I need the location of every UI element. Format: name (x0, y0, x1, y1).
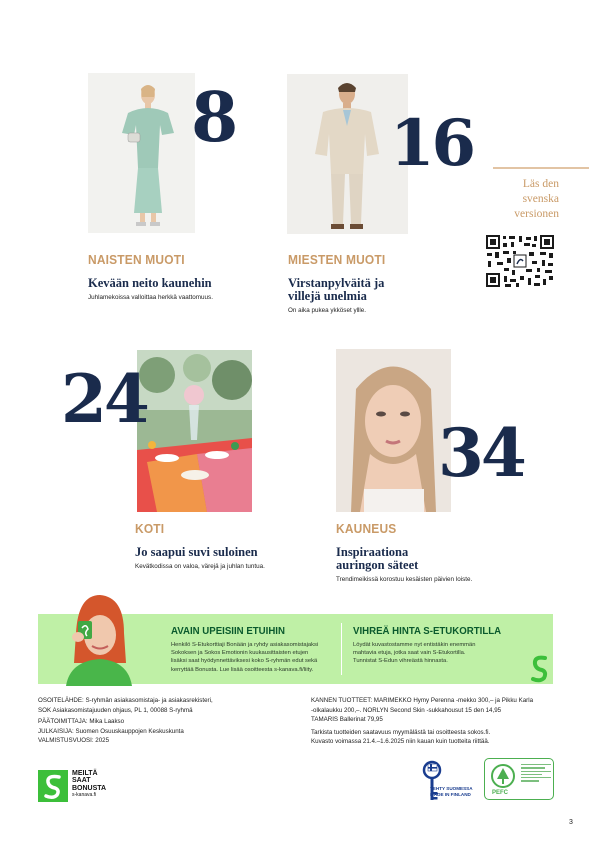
info-line: OSOITELÄHDE: S-ryhmän asiakasomistaja- ja asiakasrekisteri, (38, 697, 213, 704)
banner-right-title: VIHREÄ HINTA S-ETUKORTILLA (353, 625, 502, 637)
headline-line: villejä unelmia (288, 289, 367, 303)
headline-line: Kevään neito kaunehin (88, 276, 212, 290)
pefc-certificate (484, 758, 554, 800)
pefc-small-print (521, 764, 551, 782)
info-line: Tarkista tuotteiden saatavuus myymälästä tai osoitteesta sokos.fi. (311, 728, 491, 736)
banner-left-title: AVAIN UPEISIIN ETUIHIN (171, 625, 285, 637)
bonus-logo-text (72, 770, 106, 800)
category-mens-fashion: MIESTEN MUOTI (288, 252, 386, 267)
bonus-line: MEILTÄ (72, 770, 98, 777)
qr-code[interactable] (485, 234, 555, 288)
desc-womens-fashion: Juhlamekoissa valloittaa herkkä vaattomuus. (88, 294, 213, 301)
banner-line: mahtavia etuja, jotka saat vain S-Etukortilla. (353, 650, 466, 657)
pefc-tree-icon (490, 763, 516, 789)
swedish-line: versionen (514, 208, 559, 220)
info-line: SOK Asiakasomistajuuden ohjaus, PL 1, 00088 S-ryhmä (38, 706, 193, 714)
banner-line: Henkilö S-Etukorttiaji Bonään ja ryhdy asiakasomistajaksi (171, 642, 319, 648)
swedish-line: svenska (522, 193, 559, 205)
banner-line: Löydät kuvastostamme nyt entistäkin enemmän (353, 642, 476, 648)
headline-womens-fashion (88, 277, 212, 290)
page-number-34: 34 (438, 414, 524, 492)
s-group-logo-icon (530, 654, 550, 684)
info-line: VALMISTUSVUOSI: 2025 (38, 737, 110, 744)
banner-divider (341, 623, 342, 675)
category-womens-fashion: NAISTEN MUOTI (88, 252, 185, 267)
headline-home (135, 546, 258, 559)
publication-info (38, 696, 213, 746)
banner-left-text (171, 641, 318, 674)
made-in-finland-text (430, 786, 473, 798)
info-line: JULKAISIJA: Suomen Osuuskauppojen Keskuskunta (38, 727, 184, 735)
headline-line: Virstanpylväitä ja (288, 276, 385, 290)
womens-fashion-photo (88, 73, 195, 233)
banner-line: Sokoksen ja Sokos Emotionin kuukausittaisten etujen (171, 650, 309, 657)
banner-line: kerryttää Bonusta. Lue lisää osoitteesta s-kanava.fi/liity. (171, 666, 314, 673)
headline-line: Jo saapui suvi suloinen (135, 545, 258, 559)
page-number-8: 8 (191, 78, 236, 158)
divider-line (493, 167, 589, 169)
category-beauty: KAUNEUS (336, 521, 397, 536)
beauty-portrait-photo (336, 349, 451, 512)
info-line: -olkalaukku 200,–. NORLYN Second Skin -sukkahousut 15 den 14,95 (311, 706, 502, 714)
info-line: TAMARIS Ballerinat 79,95 (311, 716, 383, 723)
category-home: KOTI (135, 521, 165, 536)
cover-products-info (311, 696, 533, 747)
banner-right-text (353, 641, 475, 666)
woman-with-card-photo (66, 593, 132, 686)
desc-home: Kevätkodissa on valoa, värejä ja juhlan tuntua. (135, 563, 265, 570)
desc-beauty: Trendimeikissä korostuu kesäisten päivien loiste. (336, 576, 473, 583)
headline-mens-fashion (288, 277, 384, 303)
pefc-label: PEFC (492, 790, 509, 796)
info-line: KANNEN TUOTTEET: MARIMEKKO Hymy Perenna -mekko 300,– ja Pikku Karla (311, 697, 534, 704)
info-line: Kuvasto voimassa 21.4.–1.6.2025 niin kauan kuin tuotteita riittää. (311, 738, 490, 745)
banner-line: lisäksi saat hyödynnettäviksesi koko S-ryhmän edut sekä (171, 658, 318, 665)
home-table-photo (137, 350, 252, 512)
bonus-logo-icon (38, 770, 68, 802)
headline-beauty (336, 546, 418, 572)
swedish-version-note (493, 177, 559, 222)
mif-line: TEHTY SUOMESSA (430, 786, 473, 791)
page-number-16: 16 (390, 106, 474, 181)
bonus-line: SAAT (72, 777, 91, 785)
headline-line: Inspiraationa (336, 545, 409, 559)
mif-line: MADE IN FINLAND (430, 792, 471, 797)
bonus-line: BONUSTA (72, 784, 107, 792)
desc-mens-fashion: On aika pukea ykköset yllle. (288, 307, 367, 314)
page-number: 3 (569, 819, 573, 826)
headline-line: auringon säteet (336, 558, 419, 572)
swedish-line: Läs den (522, 178, 559, 190)
page-number-24: 24 (61, 360, 147, 438)
bonus-url: s-kanava.fi (72, 792, 97, 799)
info-line: PÄÄTOIMITTAJA: Mika Laakso (38, 718, 125, 725)
banner-line: Tunnistat S-Edun vihreästä hinnasta. (353, 658, 448, 665)
